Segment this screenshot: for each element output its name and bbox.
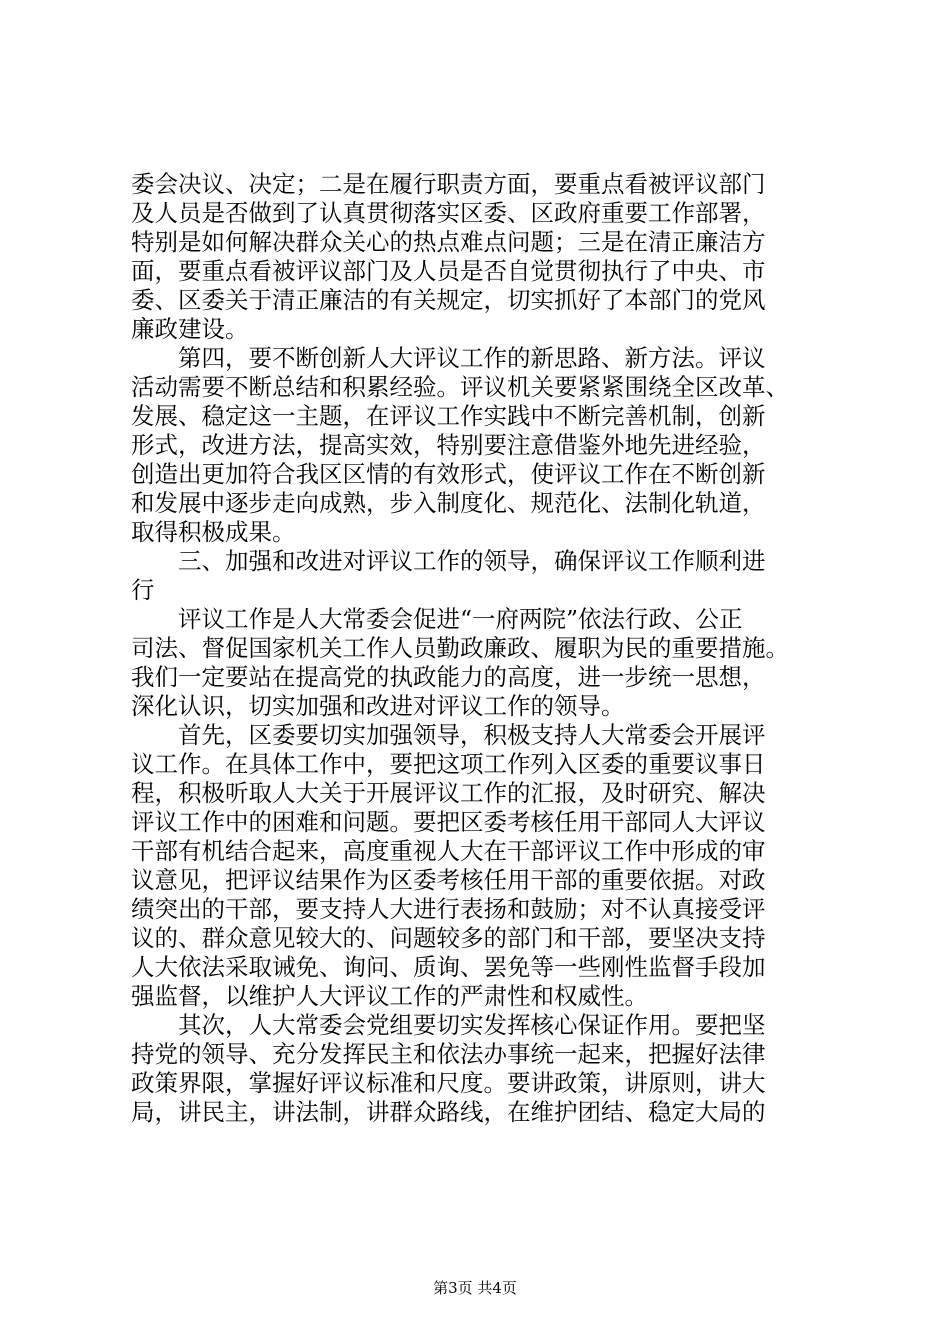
text-line: 评议工作是人大常委会促进“一府两院”依法行政、公正: [131, 605, 743, 633]
text-line: 面，要重点看被评议部门及人员是否自觉贯彻执行了中央、市: [131, 257, 766, 285]
text-line: 持党的领导、充分发挥民主和依法办事统一起来，把握好法律: [131, 1040, 766, 1068]
text-line: 司法、督促国家机关工作人员勤政廉政、履职为民的重要措施。: [131, 634, 789, 662]
text-line: 行: [131, 576, 155, 604]
text-line: 和发展中逐步走向成熟，步入制度化、规范化、法制化轨道，: [131, 489, 766, 517]
document-body: [131, 170, 831, 1127]
page-footer: 第3页 共4页: [433, 1279, 517, 1297]
text-line: 我们一定要站在提高党的执政能力的高度，进一步统一思想，: [131, 663, 766, 691]
text-line: 形式，改进方法，提高实效，特别要注意借鉴外地先进经验，: [131, 431, 766, 459]
text-line: 首先，区委要切实加强领导，积极支持人大常委会开展评: [131, 721, 766, 749]
text-line: 发展、稳定这一主题，在评议工作实践中不断完善机制，创新: [131, 402, 766, 430]
text-line: 特别是如何解决群众关心的热点难点问题；三是在清正廉洁方: [131, 228, 766, 256]
text-line: 评议工作中的困难和问题。要把区委考核任用干部同人大评议: [131, 808, 766, 836]
text-line: 深化认识，切实加强和改进对评议工作的领导。: [131, 692, 625, 720]
text-line: 活动需要不断总结和积累经验。评议机关要紧紧围绕全区改革、: [131, 373, 789, 401]
text-line: 取得积极成果。: [131, 518, 296, 546]
text-line: 其次，人大常委会党组要切实发挥核心保证作用。要把坚: [131, 1011, 766, 1039]
text-line: 人大依法采取诫免、询问、质询、罢免等一些刚性监督手段加: [131, 953, 766, 981]
text-line: 委会决议、决定；二是在履行职责方面，要重点看被评议部门: [131, 170, 766, 198]
text-line: 廉政建设。: [131, 315, 249, 343]
text-line: 绩突出的干部，要支持人大进行表扬和鼓励；对不认真接受评: [131, 895, 766, 923]
text-line: 强监督，以维护人大评议工作的严肃性和权威性。: [131, 982, 648, 1010]
text-line: 三、加强和改进对评议工作的领导，确保评议工作顺利进: [131, 547, 766, 575]
text-line: 第四，要不断创新人大评议工作的新思路、新方法。评议: [131, 344, 766, 372]
text-line: 程，积极听取人大关于开展评议工作的汇报，及时研究、解决: [131, 779, 766, 807]
text-line: 委、区委关于清正廉洁的有关规定，切实抓好了本部门的党风: [131, 286, 766, 314]
text-line: 议意见，把评议结果作为区委考核任用干部的重要依据。对政: [131, 866, 766, 894]
text-line: 创造出更加符合我区区情的有效形式，使评议工作在不断创新: [131, 460, 766, 488]
text-line: 及人员是否做到了认真贯彻落实区委、区政府重要工作部署，: [131, 199, 766, 227]
text-line: 议的、群众意见较大的、问题较多的部门和干部，要坚决支持: [131, 924, 766, 952]
text-line: 局，讲民主，讲法制，讲群众路线，在维护团结、稳定大局的: [131, 1098, 766, 1126]
text-line: 干部有机结合起来，高度重视人大在干部评议工作中形成的审: [131, 837, 766, 865]
text-line: 政策界限，掌握好评议标准和尺度。要讲政策，讲原则，讲大: [131, 1069, 766, 1097]
text-line: 议工作。在具体工作中，要把这项工作列入区委的重要议事日: [131, 750, 766, 778]
